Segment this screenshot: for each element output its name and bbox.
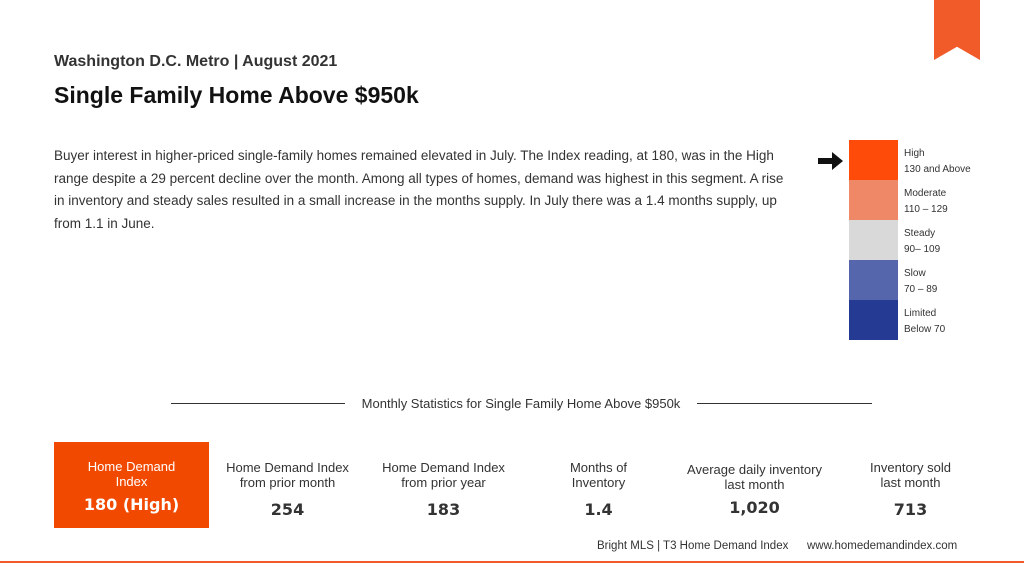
legend-range: Below 70 [904,324,946,335]
arrow-right-icon [818,151,844,171]
report-subtitle: Washington D.C. Metro | August 2021 [54,53,338,70]
legend-text [904,266,937,298]
legend-label: Limited [904,308,937,319]
stat-label: Inventory sold last month [870,460,951,490]
footer-source: Bright MLS | T3 Home Demand Index [597,540,789,552]
legend-range: 110 – 129 [904,204,948,215]
bottom-rule [0,561,1024,563]
legend-label: Slow [904,268,926,279]
demand-legend [849,140,979,340]
legend-text [904,146,971,178]
stats-heading: Monthly Statistics for Single Family Home Above $950k [361,396,681,411]
stat-label: Months of Inventory [569,460,628,490]
stat-daily-inventory [677,442,832,528]
stat-value: 183 [426,500,461,519]
legend-item-steady [849,220,979,260]
legend-item-limited [849,300,979,340]
footer-url[interactable]: www.homedemandindex.com [807,540,958,552]
stat-label: Average daily inventory last month [687,462,822,492]
legend-range: 90– 109 [904,244,941,255]
stat-value: 1,020 [729,498,780,517]
legend-swatch [849,140,898,180]
stat-label: Home Demand Index from prior year [382,460,505,490]
legend-swatch [849,260,898,300]
stat-prior-year [366,442,521,528]
stat-inventory-sold [833,442,988,528]
legend-swatch [849,300,898,340]
legend-label: High [904,148,925,159]
divider-right [697,403,872,404]
divider-left [171,403,345,404]
legend-label: Moderate [904,188,947,199]
stat-value: 180 (High) [83,495,180,514]
legend-label: Steady [904,228,936,239]
stat-months-inventory [521,442,676,528]
legend-swatch [849,180,898,220]
stat-home-demand-index [54,442,209,528]
report-title: Single Family Home Above $950k [54,82,419,108]
legend-text [904,226,940,258]
summary-paragraph: Buyer interest in higher-priced single-family homes remained elevated in July. The Index reading, at 180, was in the High range despite a 29 percent decline over the month. Among all types of homes, demand was highest in this segment. A rise in inventory and steady sales resulted in a small increase in the months supply. In July there was a 1.4 months supply, up from 1.1 in June. [54,148,784,231]
stat-value: 1.4 [584,500,613,519]
legend-item-high [849,140,979,180]
legend-item-moderate [849,180,979,220]
bookmark-ribbon [934,0,980,60]
legend-text [904,186,948,218]
stat-label: Home Demand Index [87,459,176,489]
stat-label: Home Demand Index from prior month [226,460,349,490]
stat-prior-month [210,442,365,528]
legend-range: 130 and Above [904,164,971,175]
legend-swatch [849,220,898,260]
stat-value: 713 [893,500,928,519]
stat-value: 254 [270,500,305,519]
legend-text [904,306,945,338]
legend-range: 70 – 89 [904,284,938,295]
legend-item-slow [849,260,979,300]
